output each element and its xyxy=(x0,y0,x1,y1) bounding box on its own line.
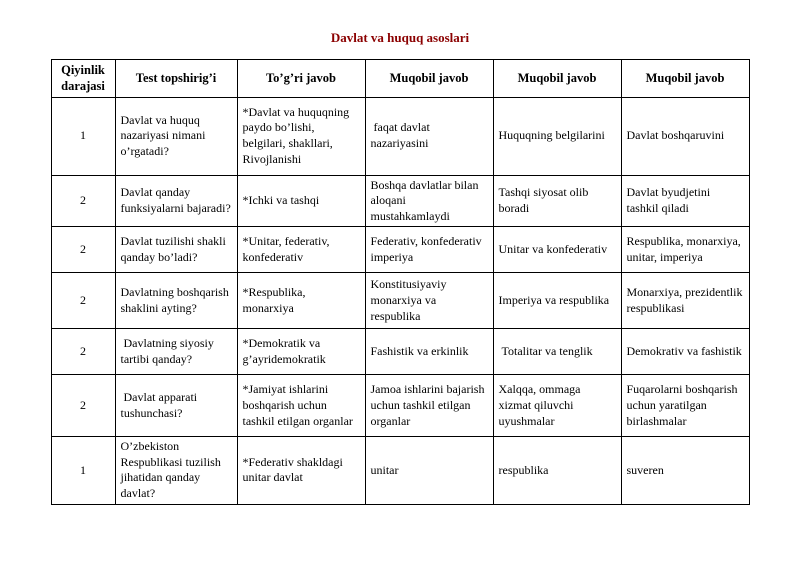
correct-answer-cell: *Federativ shakldagi unitar davlat xyxy=(237,437,365,504)
alt-answer-cell: suveren xyxy=(621,437,749,504)
column-header-question: Test topshirig’i xyxy=(115,60,237,98)
table-row xyxy=(51,437,749,504)
difficulty-cell: 1 xyxy=(51,437,115,504)
table-row xyxy=(51,227,749,273)
alt-answer-cell: Tashqi siyosat olib boradi xyxy=(493,175,621,227)
questions-table xyxy=(51,59,750,505)
alt-answer-cell: Totalitar va tenglik xyxy=(493,329,621,375)
alt-answer-cell: Davlat boshqaruvini xyxy=(621,97,749,175)
correct-answer-cell: *Ichki va tashqi xyxy=(237,175,365,227)
table-row xyxy=(51,329,749,375)
alt-answer-cell: unitar xyxy=(365,437,493,504)
alt-answer-cell: Davlat byudjetini tashkil qiladi xyxy=(621,175,749,227)
alt-answer-cell: Unitar va konfederativ xyxy=(493,227,621,273)
alt-answer-cell: faqat davlat nazariyasini xyxy=(365,97,493,175)
alt-answer-cell: Huquqning belgilarini xyxy=(493,97,621,175)
column-header-alt-answer-2: Muqobil javob xyxy=(493,60,621,98)
table-row xyxy=(51,97,749,175)
page-title: Davlat va huquq asoslari xyxy=(330,30,470,45)
column-header-alt-answer-1: Muqobil javob xyxy=(365,60,493,98)
question-cell: O’zbekiston Respublikasi tuzilish jihatidan qanday davlat? xyxy=(115,437,237,504)
alt-answer-cell: Respublika, monarxiya, unitar, imperiya xyxy=(621,227,749,273)
column-header-difficulty: Qiyinlik darajasi xyxy=(51,60,115,98)
correct-answer-cell: *Jamiyat ishlarini boshqarish uchun tashkil etilgan organlar xyxy=(237,375,365,437)
column-header-alt-answer-3: Muqobil javob xyxy=(621,60,749,98)
header-row xyxy=(51,60,749,98)
difficulty-cell: 2 xyxy=(51,227,115,273)
column-header-correct-answer: To’g’ri javob xyxy=(237,60,365,98)
correct-answer-cell: *Unitar, federativ, konfederativ xyxy=(237,227,365,273)
alt-answer-cell: Imperiya va respublika xyxy=(493,273,621,329)
difficulty-cell: 2 xyxy=(51,375,115,437)
alt-answer-cell: Fashistik va erkinlik xyxy=(365,329,493,375)
difficulty-cell: 2 xyxy=(51,329,115,375)
alt-answer-cell: Konstitusiyaviy monarxiya va respublika xyxy=(365,273,493,329)
alt-answer-cell: Monarxiya, prezidentlik respublikasi xyxy=(621,273,749,329)
difficulty-cell: 2 xyxy=(51,273,115,329)
alt-answer-cell: Federativ, konfederativ imperiya xyxy=(365,227,493,273)
alt-answer-cell: Boshqa davlatlar bilan aloqani mustahkamlaydi xyxy=(365,175,493,227)
question-cell: Davlat apparati tushunchasi? xyxy=(115,375,237,437)
alt-answer-cell: Demokrativ va fashistik xyxy=(621,329,749,375)
alt-answer-cell: Xalqqa, ommaga xizmat qiluvchi uyushmalar xyxy=(493,375,621,437)
alt-answer-cell: Jamoa ishlarini bajarish uchun tashkil etilgan organlar xyxy=(365,375,493,437)
question-cell: Davlat qanday funksiyalarni bajaradi? xyxy=(115,175,237,227)
table-row xyxy=(51,175,749,227)
question-cell: Davlatning siyosiy tartibi qanday? xyxy=(115,329,237,375)
question-cell: Davlat va huquq nazariyasi nimani o’rgatadi? xyxy=(115,97,237,175)
difficulty-cell: 2 xyxy=(51,175,115,227)
table-row xyxy=(51,273,749,329)
difficulty-cell: 1 xyxy=(51,97,115,175)
correct-answer-cell: *Demokratik va g’ayridemokratik xyxy=(237,329,365,375)
alt-answer-cell: respublika xyxy=(493,437,621,504)
question-cell: Davlatning boshqarish shaklini ayting? xyxy=(115,273,237,329)
correct-answer-cell: *Respublika, monarxiya xyxy=(237,273,365,329)
correct-answer-cell: *Davlat va huquqning paydo bo’lishi, belgilari, shakllari, Rivojlanishi xyxy=(237,97,365,175)
question-cell: Davlat tuzilishi shakli qanday bo’ladi? xyxy=(115,227,237,273)
table-row xyxy=(51,375,749,437)
alt-answer-cell: Fuqarolarni boshqarish uchun yaratilgan birlashmalar xyxy=(621,375,749,437)
